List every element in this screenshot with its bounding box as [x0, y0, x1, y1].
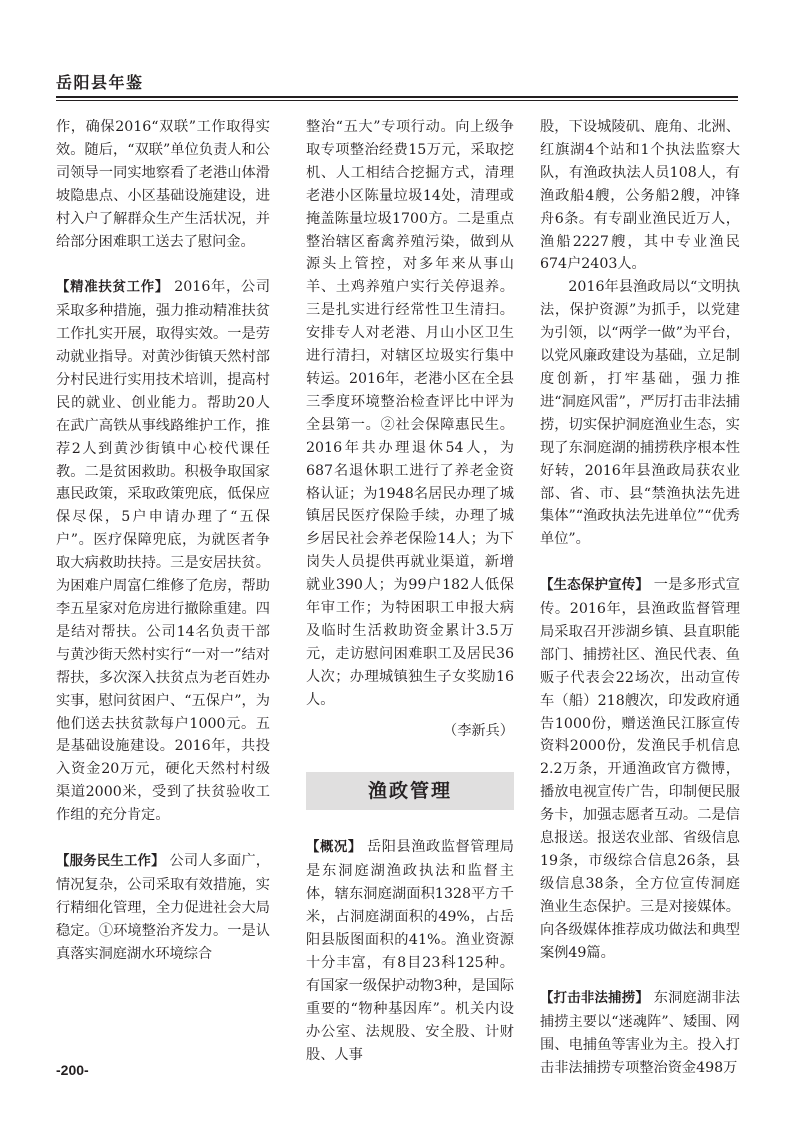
section-heading: 【服务民生工作】 [56, 853, 165, 869]
section-heading: 【打击非法捕捞】 [540, 991, 649, 1007]
section-overview [306, 836, 514, 1066]
section-body: 一是多形式宣传。2016年，县渔政监督管理局采取召开涉湖乡镇、县直职能部门、捕捞社区、渔民代表、鱼贩子代表会22场次，出动宣传车（船）218艘次，印发政府通告1000份，赠送渔民江豚宣传资料2000份，发渔民手机信息2.2万条，开通渔政官方微博，播放电视宣传广告，印制便民服务卡，加强志愿者互动。二是信息报送。报送农业部、省级信息19条，市级综合信息26条，县级信息38条，全方位宣传洞庭渔业生态保护。三是对接媒体。向各级媒体推荐成功做法和典型案例49篇。 [540, 577, 740, 961]
text-column-2 [306, 116, 514, 1067]
paragraph: 股，下设城陵矶、鹿角、北洲、红旗湖4个站和1个执法监察大队，有渔政执法人员108人，有渔政船4艘，公务船2艘，冲锋舟6条。有专副业渔民近万人，渔船2227艘，其中专业渔民674户2403人。 [540, 119, 740, 273]
text-column-3 [540, 116, 740, 1080]
section-livelihood [56, 850, 270, 966]
section-body: 岳阳县渔政监督管理局是东洞庭湖渔政执法和监督主体，辖东洞庭湖面积1328平方千米，占洞庭湖面积的49%，占岳阳县版图面积的41%。渔业资源十分丰富，有8目23科125种。有国家一级保护动物3种，是国际重要的“物种基因库”。机关内设办公室、法规股、安全股、计财股、人事 [306, 839, 514, 1063]
author-credit: （李新兵） [443, 722, 514, 739]
page-header-title: 岳阳县年鉴 [56, 73, 144, 92]
section-anti-illegal-fishing [540, 987, 740, 1080]
section-heading: 【概况】 [306, 840, 362, 856]
section-heading: 【生态保护宣传】 [540, 578, 649, 594]
paragraph: 整治“五大”专项行动。向上级争取专项整治经费15万元，采取挖机、人工相结合挖掘方式，清理老港小区陈量垃圾14处，清理或掩盖陈量垃圾1700方。二是重点整治辖区畜禽养殖污染，做到从源头上管控，对多年来从事山羊、土鸡养殖户实行关停退养。三是扎实进行经常性卫生清扫。安排专人对老港、月山小区卫生进行清扫，对辖区垃圾实行集中转运。2016年，老港小区在全县三季度环境整治检查评比中评为全县第一。②社会保障惠民生。2016年共办理退休54人，为687名退休职工进行了养老金资格认证；为1948名居民办理了城镇居民医疗保险手续，办理了城乡居民社会养老保险14人；为下岗失人员提供再就业渠道，新增就业390人；为99户182人低保年审工作；为特困职工申报大病及临时生活救助资金累计3.5万元，走访慰问困难职工及居民36人次；办理城镇独生子女奖励16人。 [306, 119, 514, 708]
section-precise-poverty [56, 276, 270, 827]
section-title: 渔政管理 [367, 780, 452, 803]
section-heading: 【精准扶贫工作】 [56, 280, 169, 296]
text-column-1 [56, 116, 270, 966]
paragraph: 2016年县渔政局以“文明执法，保护资源”为抓手，以党建为引领，以“两学一做”为平台，以党风廉政建设为基础，立足制度创新，打牢基础，强力推进“洞庭风雷”，严厉打击非法捕捞，切实保护洞庭渔业生态，实现了东洞庭湖的捕捞秩序根本性好转，2016年县渔政局获农业部、省、市、县“禁渔执法先进集体”“渔政执法先进单位”“优秀单位”。 [540, 279, 740, 548]
section-body: 2016年，公司采取多种措施，强力推动精准扶贫工作扎实开展，取得实效。一是劳动就业指导。对黄沙街镇天然村部分村民进行实用技术培训，提高村民的就业、创业能力。帮助20人在武广高铁从事线路维护工作，推荐2人到黄沙街镇中心校代课任教。二是贫困救助。积极争取国家惠民政策，采取政策兜底，低保应保尽保，5户申请办理了“五保户”。医疗保障兜底，为就医者争取大病救助扶持。三是安居扶贫。为困难户周富仁维修了危房，帮助李五星家对危房进行撤除重建。四是结对帮扶。公司14名负责干部与黄沙街天然村实行“一对一”结对帮扶，多次深入扶贫点为老百姓办实事，慰问贫困户、“五保户”，为他们送去扶贫款每户1000元。五是基础设施建设。2016年，共投入资金20万元，硬化天然村村级渠道2000米，受到了扶贫验收工作组的充分肯定。 [56, 279, 271, 824]
section-body: 东洞庭湖非法捕捞主要以“迷魂阵”、矮围、网围、电捕鱼等害业为主。投入打击非法捕捞专项整治资金498万 [540, 990, 740, 1077]
section-eco-publicity [540, 574, 740, 964]
section-title-box [306, 772, 514, 810]
header-rule-thin [56, 100, 738, 101]
page-number: -200- [56, 1062, 89, 1078]
header-rule-thick [56, 96, 738, 98]
section-body: 公司人多面广，情况复杂，公司采取有效措施，实行精细化管理，全力促进社会大局稳定。①环境整治齐发力。一是认真落实洞庭湖水环境综合 [56, 852, 270, 962]
paragraph: 作，确保2016“双联”工作取得实效。随后，“双联”单位负责人和公司领导一同实地察看了老港山体滑坡隐患点、小区基础设施建设，进村入户了解群众生产生活状况，并给部分困难职工送去了慰问金。 [56, 119, 270, 250]
